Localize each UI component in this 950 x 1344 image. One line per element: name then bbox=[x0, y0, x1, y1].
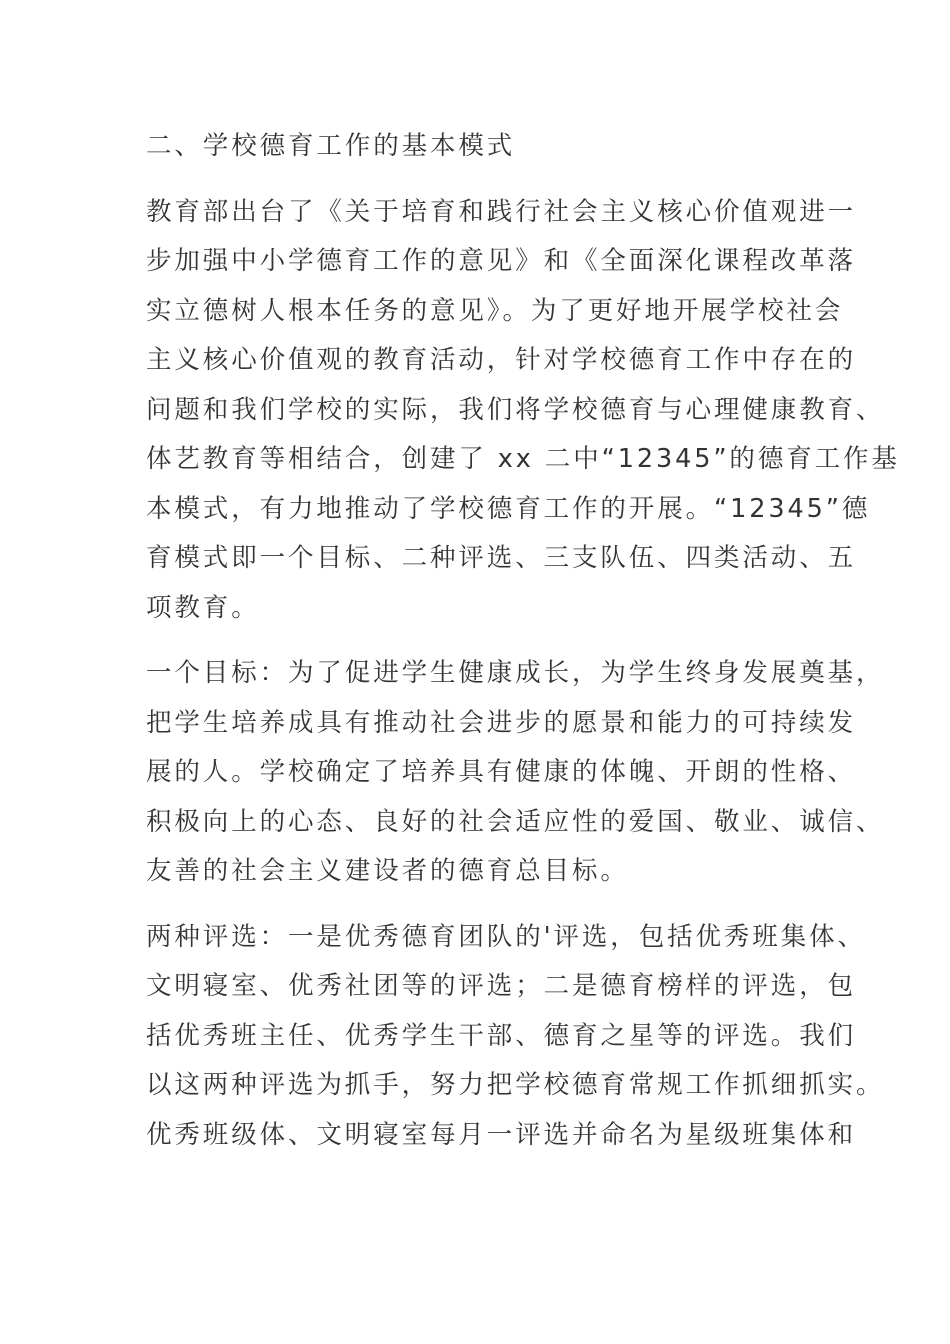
text-line: 本模式，有力地推动了学校德育工作的开展。“12345”德 bbox=[146, 493, 871, 524]
text-line: 体艺教育等相结合，创建了 xx 二中“12345”的德育工作基 bbox=[146, 444, 900, 474]
text-line: 展的人。学校确定了培养具有健康的体魄、开朗的性格、 bbox=[146, 757, 857, 787]
paragraph-selection bbox=[146, 913, 885, 1161]
text-line: 一个目标：为了促进学生健康成长，为学生终身发展奠基， bbox=[146, 658, 885, 688]
paragraph-gap bbox=[146, 633, 808, 649]
text-line: 两种评选：一是优秀德育团队的'评选，包括优秀班集体、 bbox=[146, 921, 866, 952]
text-line: 项教育。 bbox=[146, 592, 260, 623]
paragraph-goal bbox=[146, 649, 885, 897]
text-line: 以这两种评选为抓手，努力把学校德育常规工作抓细抓实。 bbox=[146, 1070, 885, 1100]
section-heading: 二、学校德育工作的基本模式 bbox=[146, 131, 516, 161]
text-line: 主义核心价值观的教育活动，针对学校德育工作中存在的 bbox=[146, 345, 857, 375]
text-line: 友善的社会主义建设者的德育总目标。 bbox=[146, 856, 629, 886]
text-line: 教育部出台了《关于培育和践行社会主义核心价值观进一 bbox=[146, 196, 857, 227]
text-line: 优秀班级体、文明寝室每月一评选并命名为星级班集体和 bbox=[146, 1119, 857, 1150]
text-line: 文明寝室、优秀社团等的评选；二是德育榜样的评选，包 bbox=[146, 971, 857, 1001]
text-line: 把学生培养成具有推动社会进步的愿景和能力的可持续发 bbox=[146, 707, 857, 738]
paragraph-intro bbox=[146, 188, 900, 634]
text-line: 括优秀班主任、优秀学生干部、德育之星等的评选。我们 bbox=[146, 1020, 857, 1051]
text-line: 步加强中小学德育工作的意见》和《全面深化课程改革落 bbox=[146, 246, 857, 276]
paragraph-gap bbox=[146, 172, 808, 188]
document-page bbox=[146, 122, 900, 1160]
text-line: 育模式即一个目标、二种评选、三支队伍、四类活动、五 bbox=[146, 543, 857, 573]
text-line: 积极向上的心态、良好的社会适应性的爱国、敬业、诚信、 bbox=[146, 806, 885, 837]
paragraph-gap bbox=[146, 897, 808, 913]
text-line: 实立德树人根本任务的意见》。为了更好地开展学校社会 bbox=[146, 295, 844, 326]
text-line: 问题和我们学校的实际，我们将学校德育与心理健康教育、 bbox=[146, 394, 885, 425]
